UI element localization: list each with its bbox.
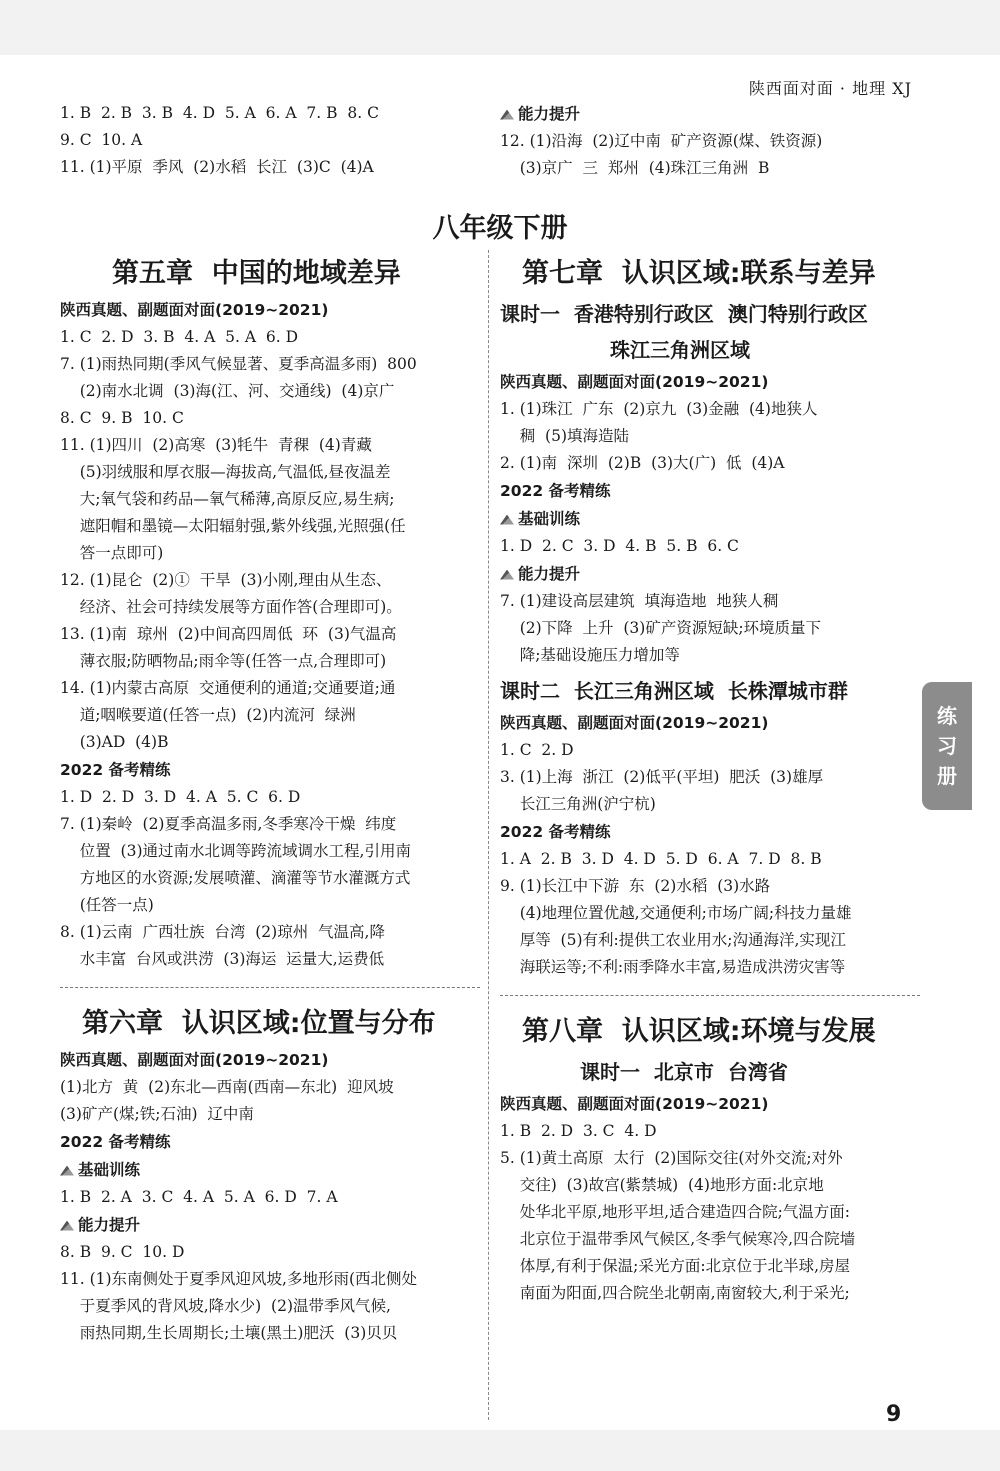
answer-line: 12. (1)昆仑 (2)① 干旱 (3)小刚,理由从生态、 <box>60 571 392 589</box>
answer-line: 长江三角洲(沪宁杭) <box>500 795 656 813</box>
lesson-title: 课时一 北京市 台湾省 <box>580 1060 788 1084</box>
answer-line: (3)AD (4)B <box>60 733 169 751</box>
mountain-icon <box>60 1221 74 1231</box>
answer-line: 9. (1)长江中下游 东 (2)水稻 (3)水路 <box>500 877 771 895</box>
answer-line: 答一点即可) <box>60 544 164 562</box>
answer-line: 1. B 2. D 3. C 4. D <box>500 1122 657 1140</box>
answer-line: 稠 (5)填海造陆 <box>500 427 630 445</box>
answer-line: 北京位于温带季风气候区,冬季气候寒冷,四合院墙 <box>500 1230 856 1248</box>
workbook-side-tab <box>922 682 972 810</box>
top-left-answers <box>60 100 480 181</box>
answer-line: 5. (1)黄土高原 太行 (2)国际交往(对外交流;对外 <box>500 1149 843 1167</box>
column-divider <box>488 250 489 1420</box>
mountain-icon <box>500 515 514 525</box>
answer-line: 南面为阳面,四合院坐北朝南,南窗较大,利于采光; <box>500 1284 850 1302</box>
real-questions-heading: 陕西真题、副题面对面(2019~2021) <box>500 714 769 732</box>
lesson-title: 课时二 长江三角洲区域 长株潭城市群 <box>500 679 848 703</box>
answer-line: 水丰富 台风或洪涝 (3)海运 运量大,运费低 <box>60 950 385 968</box>
answer-line: 位置 (3)通过南水北调等跨流域调水工程,引用南 <box>60 842 411 860</box>
answer-line: (1)北方 黄 (2)东北—西南(西南—东北) 迎风坡 <box>60 1078 394 1096</box>
answer-line: 11. (1)平原 季风 (2)水稻 长江 (3)C (4)A <box>60 158 374 176</box>
answer-line: 1. C 2. D <box>500 741 574 759</box>
page-header: 陕西面对面 · 地理 XJ <box>748 79 912 98</box>
subsection-heading: 能力提升 <box>60 1211 480 1239</box>
real-questions-heading: 陕西真题、副题面对面(2019~2021) <box>60 1051 329 1069</box>
side-tab-char: 练 <box>937 704 957 728</box>
answer-line: (2)南水北调 (3)海(江、河、交通线) (4)京广 <box>60 382 395 400</box>
real-questions-heading: 陕西真题、副题面对面(2019~2021) <box>60 301 329 319</box>
answer-line: (3)京广 三 郑州 (4)珠江三角洲 B <box>500 159 770 177</box>
mountain-icon <box>500 570 514 580</box>
answer-line: 7. (1)雨热同期(季风气候显著、夏季高温多雨) 800 <box>60 355 417 373</box>
answer-line: 1. B 2. B 3. B 4. D 5. A 6. A 7. B 8. C <box>60 104 379 122</box>
chapter8-title: 第八章 认识区域:环境与发展 <box>522 1016 876 1047</box>
answer-line: 11. (1)东南侧处于夏季风迎风坡,多地形雨(西北侧处 <box>60 1270 418 1288</box>
answer-line: 1. D 2. C 3. D 4. B 5. B 6. C <box>500 537 739 555</box>
prep-heading: 2022 备考精练 <box>60 761 171 779</box>
side-tab-char: 册 <box>937 764 957 788</box>
top-right-answers <box>500 100 920 182</box>
subsection-heading: 能力提升 <box>500 100 920 128</box>
answer-line: 13. (1)南 琼州 (2)中间高四周低 环 (3)气温高 <box>60 625 397 643</box>
answer-line: (2)下降 上升 (3)矿产资源短缺;环境质量下 <box>500 619 822 637</box>
answer-line: 道;咽喉要道(任答一点) (2)内流河 绿洲 <box>60 706 356 724</box>
prep-heading: 2022 备考精练 <box>60 1133 171 1151</box>
prep-heading: 2022 备考精练 <box>500 823 611 841</box>
answer-line: 遮阳帽和墨镜—太阳辐射强,紫外线强,光照强(任 <box>60 517 406 535</box>
answer-line: 8. (1)云南 广西壮族 台湾 (2)琼州 气温高,降 <box>60 923 385 941</box>
answer-line: 11. (1)四川 (2)高寒 (3)牦牛 青稞 (4)青藏 <box>60 436 372 454</box>
real-questions-heading: 陕西真题、副题面对面(2019~2021) <box>500 373 769 391</box>
chapter6-title: 第六章 认识区域:位置与分布 <box>82 1008 436 1039</box>
answer-line: 7. (1)建设高层建筑 填海造地 地狭人稠 <box>500 592 779 610</box>
answer-line: 方地区的水资源;发展喷灌、滴灌等节水灌溉方式 <box>60 869 411 887</box>
mountain-icon <box>60 1166 74 1176</box>
ch5-prep-answers <box>60 784 480 973</box>
answer-line: 交往) (3)故宫(紫禁城) (4)地形方面:北京地 <box>500 1176 824 1194</box>
answer-line: 9. C 10. A <box>60 131 143 149</box>
real-questions-heading: 陕西真题、副题面对面(2019~2021) <box>500 1095 769 1113</box>
answer-line: 海联运等;不利:雨季降水丰富,易造成洪涝灾害等 <box>500 958 846 976</box>
page-number: 9 <box>886 1402 902 1427</box>
subsection-heading: 基础训练 <box>60 1156 480 1184</box>
answer-line: 处华北平原,地形平坦,适合建造四合院;气温方面: <box>500 1203 851 1221</box>
answer-line: 降;基础设施压力增加等 <box>500 646 680 664</box>
ch5-real-answers <box>60 324 480 756</box>
answer-line: (3)矿产(煤;铁;石油) 辽中南 <box>60 1105 254 1123</box>
answer-line: 1. A 2. B 3. D 4. D 5. D 6. A 7. D 8. B <box>500 850 822 868</box>
prep-heading: 2022 备考精练 <box>500 482 611 500</box>
side-tab-char: 习 <box>937 734 957 758</box>
mountain-icon <box>500 110 514 120</box>
answer-line: 厚等 (5)有利:提供工农业用水;沟通海洋,实现江 <box>500 931 846 949</box>
answer-line: 体厚,有利于保温;采光方面:北京位于北半球,房屋 <box>500 1257 851 1275</box>
chapter5-title: 第五章 中国的地域差异 <box>112 258 401 289</box>
answer-line: 1. B 2. A 3. C 4. A 5. A 6. D 7. A <box>60 1188 338 1206</box>
lesson-title: 课时一 香港特别行政区 澳门特别行政区 <box>500 302 868 326</box>
answer-line: 2. (1)南 深圳 (2)B (3)大(广) 低 (4)A <box>500 454 785 472</box>
bottom-margin-band <box>0 1430 1000 1471</box>
answer-line: (5)羽绒服和厚衣服—海拔高,气温低,昼夜温差 <box>60 463 391 481</box>
section-title: 八年级下册 <box>432 213 568 244</box>
answer-line: 大;氧气袋和药品—氧气稀薄,高原反应,易生病; <box>60 490 395 508</box>
answer-line: 薄衣服;防晒物品;雨伞等(任答一点,合理即可) <box>60 652 387 670</box>
answer-line: 于夏季风的背风坡,降水少) (2)温带季风气候, <box>60 1297 391 1315</box>
right-column <box>500 252 920 1307</box>
answer-line: 8. B 9. C 10. D <box>60 1243 185 1261</box>
answer-line: 7. (1)秦岭 (2)夏季高温多雨,冬季寒冷干燥 纬度 <box>60 815 397 833</box>
answer-line: 12. (1)沿海 (2)辽中南 矿产资源(煤、铁资源) <box>500 132 823 150</box>
answer-line: (任答一点) <box>60 896 154 914</box>
answer-line: 1. (1)珠江 广东 (2)京九 (3)金融 (4)地狭人 <box>500 400 818 418</box>
answer-line: 3. (1)上海 浙江 (2)低平(平坦) 肥沃 (3)雄厚 <box>500 768 824 786</box>
subsection-heading: 能力提升 <box>500 560 920 588</box>
answer-line: 经济、社会可持续发展等方面作答(合理即可)。 <box>60 598 402 616</box>
section-divider <box>60 987 480 988</box>
answer-line: 14. (1)内蒙古高原 交通便利的通道;交通要道;通 <box>60 679 396 697</box>
section-divider <box>500 995 920 996</box>
answer-line: 雨热同期,生长周期长;土壤(黑土)肥沃 (3)贝贝 <box>60 1324 398 1342</box>
left-column <box>60 252 480 1347</box>
answer-line: 1. D 2. D 3. D 4. A 5. C 6. D <box>60 788 301 806</box>
top-margin-band <box>0 0 1000 55</box>
chapter7-title: 第七章 认识区域:联系与差异 <box>522 258 876 289</box>
subsection-heading: 基础训练 <box>500 505 920 533</box>
answer-line: 8. C 9. B 10. C <box>60 409 184 427</box>
lesson-title: 珠江三角洲区域 <box>610 338 750 362</box>
answer-line: 1. C 2. D 3. B 4. A 5. A 6. D <box>60 328 299 346</box>
answer-line: (4)地理位置优越,交通便利;市场广阔;科技力量雄 <box>500 904 852 922</box>
